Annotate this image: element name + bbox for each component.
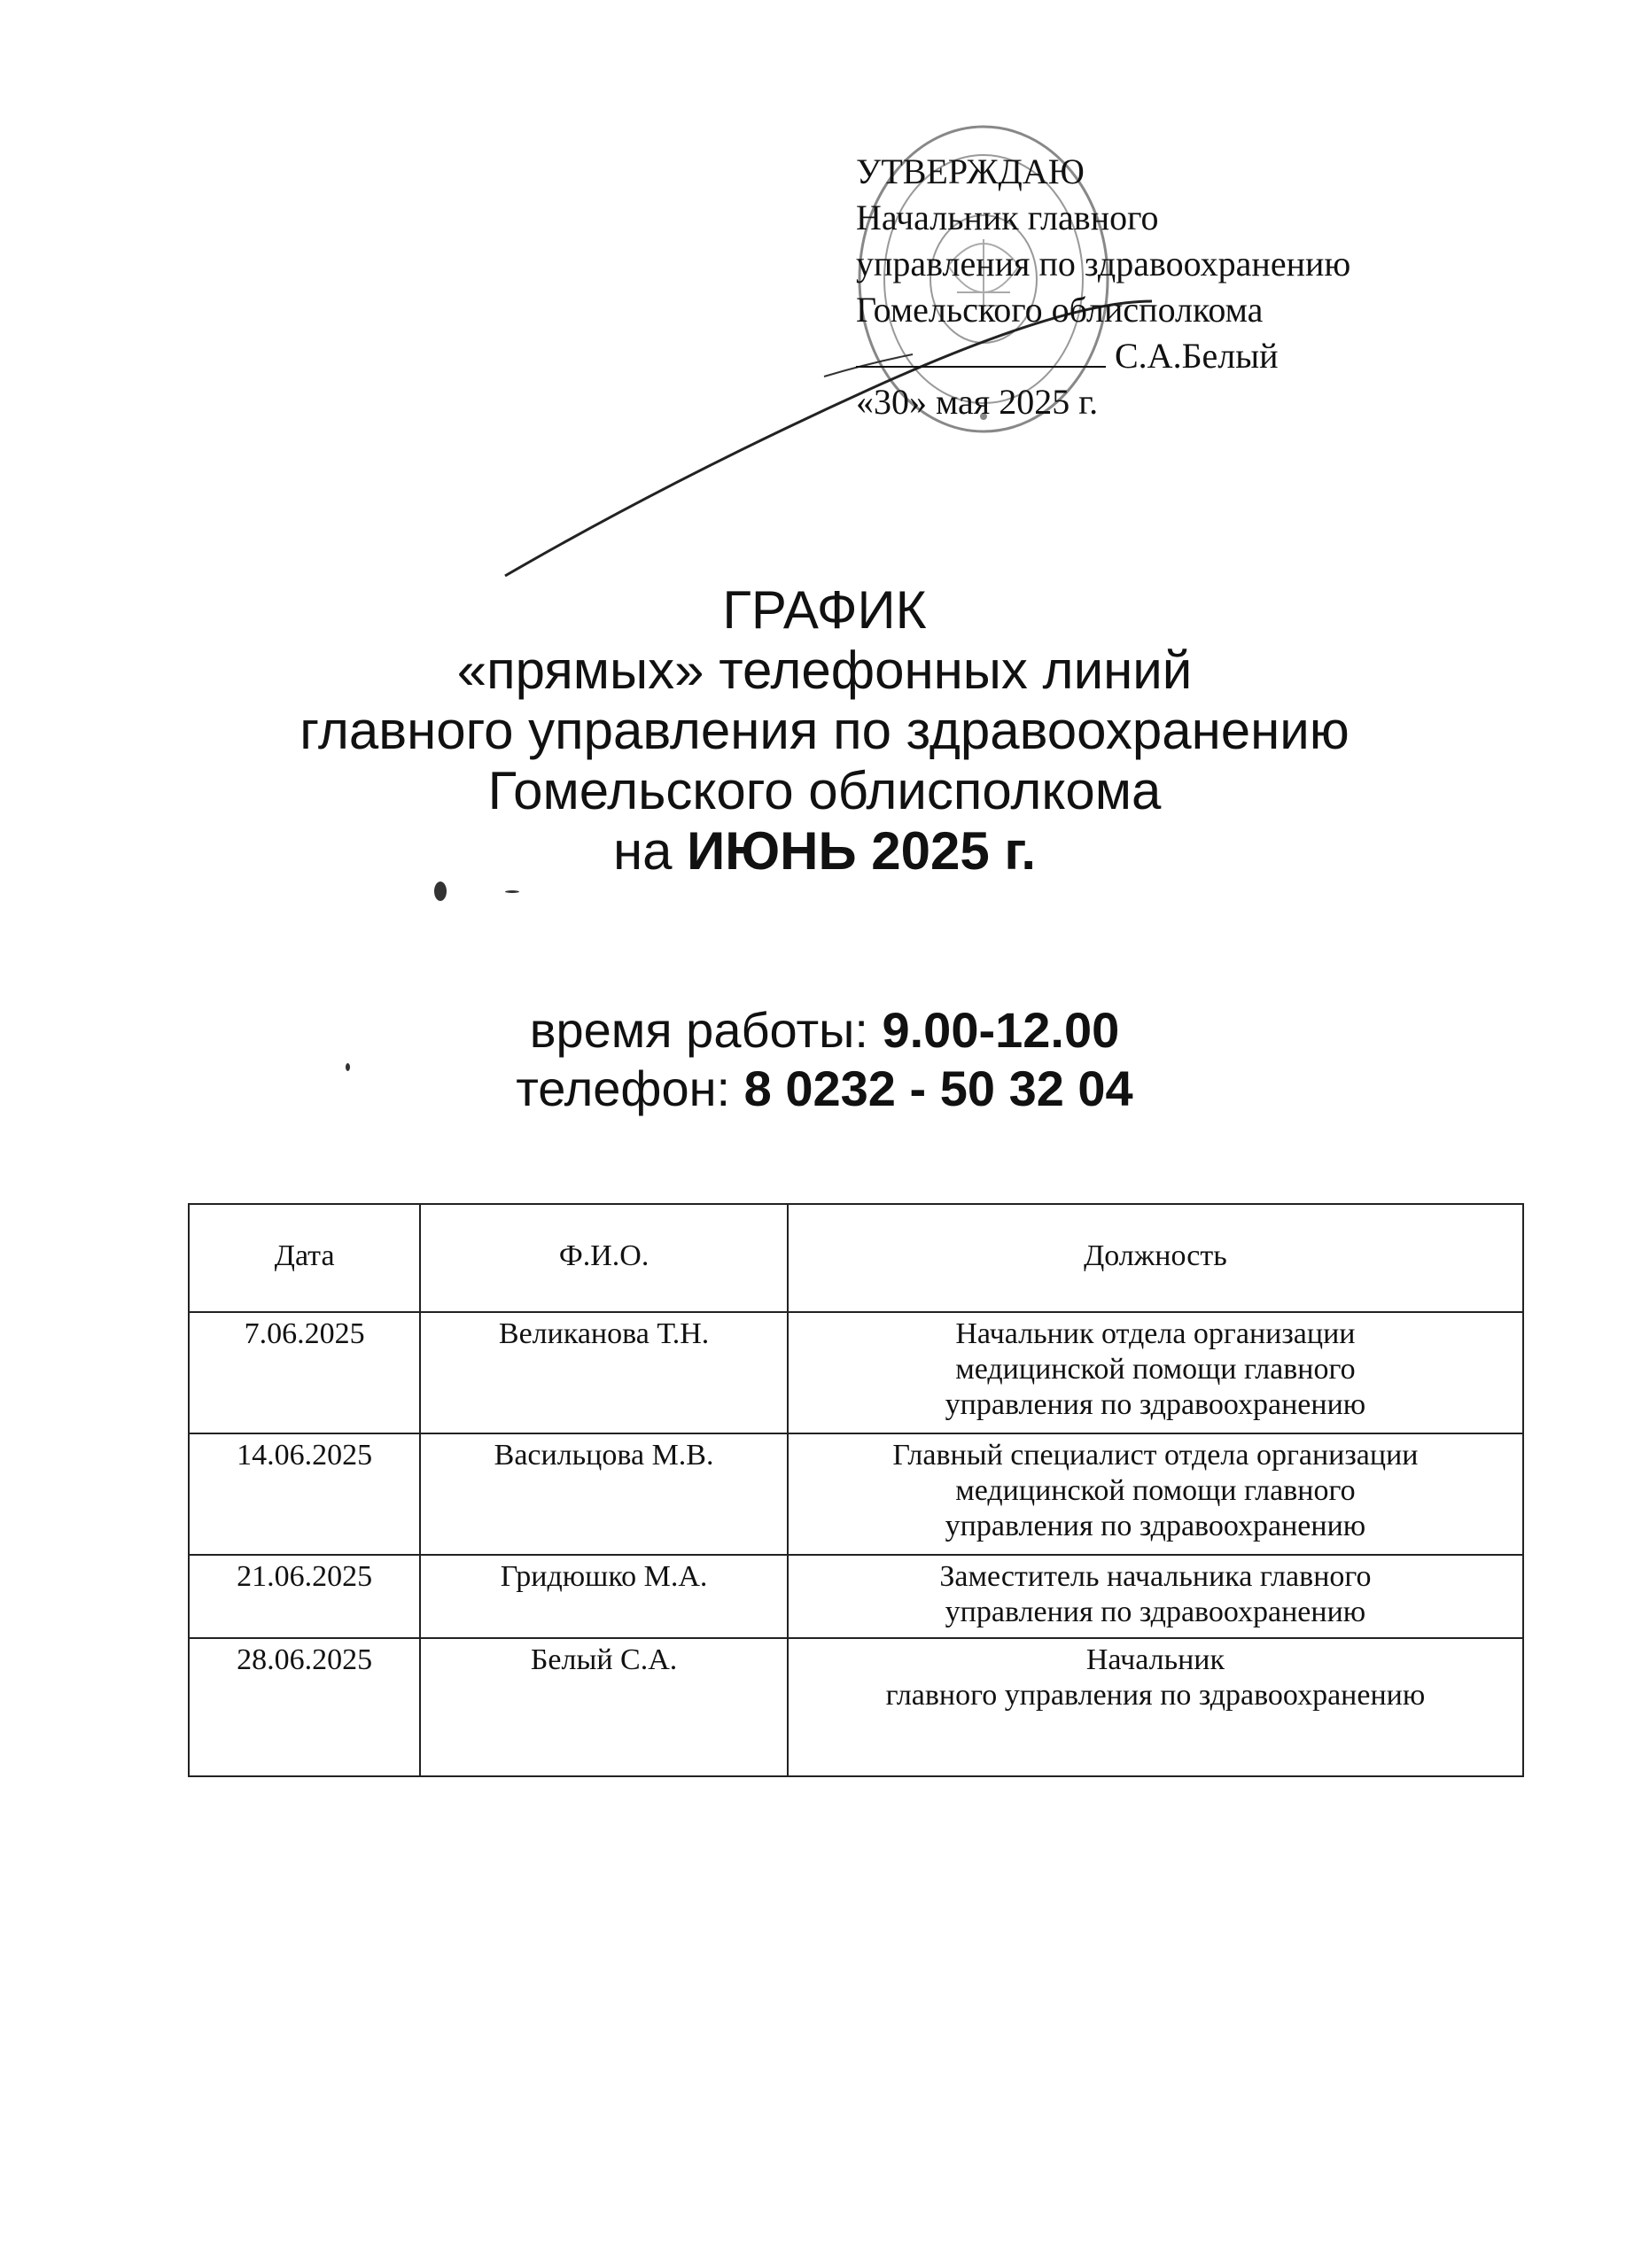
scan-speck xyxy=(346,1063,350,1071)
signature-line xyxy=(856,334,1106,368)
cell-name: Гридюшко М.А. xyxy=(420,1555,788,1638)
header-date: Дата xyxy=(189,1204,420,1312)
position-line: управления по здравоохранению xyxy=(945,1510,1366,1542)
position-line: главного управления по здравоохранению xyxy=(885,1679,1426,1712)
schedule-table xyxy=(188,1203,1524,1777)
header-name: Ф.И.О. xyxy=(420,1204,788,1312)
position-line: медицинской помощи главного xyxy=(955,1474,1356,1507)
document-title xyxy=(0,580,1649,882)
cell-date: 7.06.2025 xyxy=(189,1312,420,1433)
cell-position xyxy=(788,1312,1523,1433)
position-line: Главный специалист отдела организации xyxy=(892,1439,1419,1472)
title-period-month: ИЮНЬ 2025 г. xyxy=(687,821,1037,881)
approval-department: управления по здравоохранению xyxy=(856,244,1351,284)
table-row xyxy=(189,1555,1523,1638)
phone-label: телефон: xyxy=(516,1060,744,1116)
work-time-label: время работы: xyxy=(529,1002,883,1058)
work-time-value: 9.00-12.00 xyxy=(882,1002,1120,1058)
phone xyxy=(0,1060,1649,1118)
cell-name: Великанова Т.Н. xyxy=(420,1312,788,1433)
approval-organization: Гомельского облисполкома xyxy=(856,290,1264,330)
title-period xyxy=(0,821,1649,882)
cell-position xyxy=(788,1638,1523,1776)
scan-speck xyxy=(434,882,447,901)
position-line: Начальник отдела организации xyxy=(955,1317,1356,1350)
cell-date: 14.06.2025 xyxy=(189,1433,420,1555)
title-period-prefix: на xyxy=(612,821,688,881)
approval-heading: УТВЕРЖДАЮ xyxy=(856,151,1085,191)
table-row xyxy=(189,1638,1523,1776)
approval-position: Начальник главного xyxy=(856,198,1159,237)
title-main: ГРАФИК xyxy=(722,580,927,640)
header-position: Должность xyxy=(788,1204,1523,1312)
phone-value: 8 0232 - 50 32 04 xyxy=(743,1060,1133,1116)
approval-block xyxy=(856,149,1350,425)
position-line: Заместитель начальника главного xyxy=(939,1560,1372,1593)
approval-date: «30» мая 2025 г. xyxy=(856,382,1099,422)
position-line: управления по здравоохранению xyxy=(945,1388,1366,1421)
title-subtitle: «прямых» телефонных линий xyxy=(456,641,1193,700)
signature-row xyxy=(856,333,1350,379)
position-line: управления по здравоохранению xyxy=(945,1596,1366,1628)
position-line: медицинской помощи главного xyxy=(955,1353,1356,1386)
table-row xyxy=(189,1433,1523,1555)
cell-name: Васильцова М.В. xyxy=(420,1433,788,1555)
position-line: Начальник xyxy=(1085,1643,1225,1676)
scan-speck xyxy=(505,890,519,893)
cell-date: 21.06.2025 xyxy=(189,1555,420,1638)
work-time xyxy=(0,1001,1649,1060)
title-department: главного управления по здравоохранению xyxy=(299,701,1350,760)
cell-position xyxy=(788,1433,1523,1555)
table-row xyxy=(189,1312,1523,1433)
cell-date: 28.06.2025 xyxy=(189,1638,420,1776)
cell-name: Белый С.А. xyxy=(420,1638,788,1776)
cell-position xyxy=(788,1555,1523,1638)
title-organization: Гомельского облисполкома xyxy=(487,761,1162,820)
table-header-row xyxy=(189,1204,1523,1312)
signer-name: С.А.Белый xyxy=(1115,336,1279,376)
contact-info xyxy=(0,1001,1649,1118)
